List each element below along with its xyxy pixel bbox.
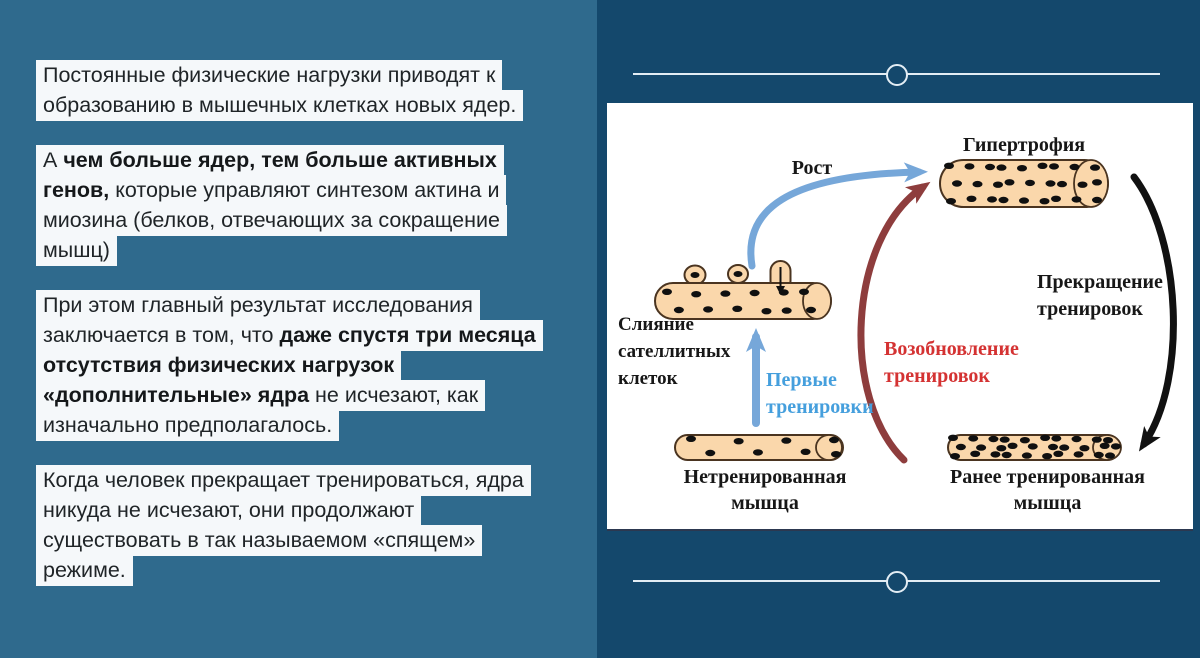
label-line: мышца — [1013, 492, 1082, 514]
muscle-satellite-cap — [803, 283, 831, 319]
muscle-hypertrophied-nucleus — [1057, 181, 1067, 187]
muscle-trained-nucleus — [990, 451, 1000, 457]
muscle-hypertrophied-nucleus — [1005, 179, 1015, 185]
muscle-trained-nucleus — [950, 453, 960, 459]
label-line: Ранее тренированная — [950, 466, 1145, 488]
muscle-untrained-nucleus — [831, 451, 841, 457]
muscle-trained-nucleus — [1008, 443, 1018, 449]
muscle-satellite-nucleus — [750, 290, 760, 296]
label-untrained-muscle — [655, 464, 875, 516]
muscle-trained-nucleus — [1051, 435, 1061, 441]
muscle-hypertrophied-nucleus — [1070, 164, 1080, 170]
label-line: тренировок — [884, 365, 990, 387]
label-line: Прекращение — [1037, 271, 1163, 293]
muscle-hypertrophied-nucleus — [1092, 197, 1102, 203]
muscle-hypertrophied-nucleus — [1078, 182, 1088, 188]
muscle-untrained-nucleus — [734, 438, 744, 444]
muscle-trained-nucleus — [1092, 436, 1102, 442]
muscle-hypertrophied-nucleus — [952, 180, 962, 186]
muscle-trained-nucleus — [1028, 443, 1038, 449]
muscle-hypertrophied-nucleus — [1092, 179, 1102, 185]
muscle-trained-nucleus — [988, 436, 998, 442]
muscle-hypertrophied-nucleus — [985, 164, 995, 170]
label-satellite-fusion — [618, 311, 730, 392]
muscle-untrained-nucleus — [705, 450, 715, 456]
label-growth: Рост — [791, 157, 833, 179]
muscle-hypertrophied-nucleus — [944, 163, 954, 169]
muscle-untrained-nucleus — [686, 436, 696, 442]
muscle-trained-nucleus — [956, 444, 966, 450]
paragraph-new-nuclei: Постоянные физические нагрузки приводят к образованию в мышечных клетках новых ядер. — [36, 60, 557, 120]
label-line: Слияние — [618, 314, 694, 335]
muscle-satellite-nucleus — [806, 307, 816, 313]
muscle-trained-nucleus — [1002, 452, 1012, 458]
label-line: тренировки — [766, 396, 874, 418]
muscle-hypertrophied-nucleus — [1019, 197, 1029, 203]
muscle-hypertrophied-nucleus — [1072, 196, 1082, 202]
muscle-trained-nucleus — [1048, 444, 1058, 450]
muscle-hypertrophied-nucleus — [993, 182, 1003, 188]
label-line: Первые — [766, 369, 837, 391]
muscle-hypertrophied-nucleus — [997, 164, 1007, 170]
muscle-hypertrophied-nucleus — [1025, 180, 1035, 186]
muscle-trained-nucleus — [1000, 436, 1010, 442]
muscle-trained-nucleus — [1020, 437, 1030, 443]
label-line: сателлитных — [618, 341, 731, 362]
muscle-satellite-nucleus — [691, 291, 701, 297]
label-hypertrophy: Гипертрофия — [962, 134, 1086, 156]
muscle-trained-nucleus — [948, 435, 958, 441]
satellite-cell-nucleus — [734, 271, 743, 277]
muscle-trained-nucleus — [1074, 451, 1084, 457]
label-resume-training — [884, 336, 1019, 390]
muscle-hypertrophied-nucleus — [987, 196, 997, 202]
label-line: клеток — [618, 368, 678, 389]
muscle-hypertrophied-nucleus — [1049, 163, 1059, 169]
muscle-trained-nucleus — [1072, 436, 1082, 442]
muscle-hypertrophied-nucleus — [999, 197, 1009, 203]
label-line: Нетренированная — [683, 466, 847, 488]
muscle-trained-nucleus — [976, 444, 986, 450]
muscle-trained-nucleus — [970, 451, 980, 457]
muscle-untrained-nucleus — [781, 437, 791, 443]
muscle-untrained-nucleus — [829, 437, 839, 443]
muscle-satellite-nucleus — [761, 308, 771, 314]
muscle-hypertrophied-nucleus — [1017, 165, 1027, 171]
label-line: мышца — [731, 492, 799, 514]
paragraph-sleep-mode: Когда человек прекращает тренироваться, ядра никуда не исчезают, они продолжают существовать в так называемом «спящем» режиме. — [36, 465, 557, 585]
label-first-training — [766, 367, 874, 421]
satellite-cell-nucleus — [691, 272, 700, 278]
muscle-trained-nucleus — [1053, 451, 1063, 457]
muscle-trained-nucleus — [1094, 452, 1104, 458]
muscle-satellite-nucleus — [720, 290, 730, 296]
muscle-trained-nucleus — [1059, 444, 1069, 450]
muscle-hypertrophied-nucleus — [973, 181, 983, 187]
divider-circle-top-icon — [886, 64, 908, 86]
muscle-untrained-nucleus — [801, 449, 811, 455]
text-block — [36, 60, 557, 610]
muscle-trained-nucleus — [968, 435, 978, 441]
label-line: тренировок — [1037, 298, 1143, 320]
muscle-trained-nucleus — [996, 445, 1006, 451]
muscle-hypertrophied-nucleus — [1090, 164, 1100, 170]
muscle-untrained-nucleus — [753, 449, 763, 455]
muscle-trained-nucleus — [1100, 443, 1110, 449]
label-trained-muscle — [925, 464, 1170, 516]
label-stop-training — [1037, 269, 1163, 323]
divider-circle-bottom-icon — [886, 571, 908, 593]
paragraph-more-genes: А чем больше ядер, тем больше активных генов, которые управляют синтезом актина и миозина (белков, отвечающих за сокращение мышц) — [36, 145, 557, 265]
muscle-hypertrophied-nucleus — [965, 163, 975, 169]
muscle-satellite-nucleus — [732, 306, 742, 312]
muscle-hypertrophied-nucleus — [1040, 198, 1050, 204]
muscle-trained-nucleus — [1079, 445, 1089, 451]
muscle-hypertrophied-nucleus — [1051, 196, 1061, 202]
muscle-trained-nucleus — [1022, 452, 1032, 458]
muscle-hypertrophied-nucleus — [1046, 180, 1056, 186]
muscle-hypertrophied-nucleus — [967, 196, 977, 202]
muscle-satellite-nucleus — [662, 289, 672, 295]
muscle-satellite-nucleus — [799, 289, 809, 295]
muscle-satellite-nucleus — [782, 307, 792, 313]
paragraph-main-result: При этом главный результат исследования заключается в том, что даже спустя три месяца отсутствия физических нагрузок «дополнительные» ядра не исчезают, как изначально предполагалось. — [36, 290, 557, 440]
muscle-trained-nucleus — [1105, 452, 1115, 458]
label-line: Возобновление — [884, 338, 1019, 360]
muscle-hypertrophied-nucleus — [946, 198, 956, 204]
muscle-hypertrophied-nucleus — [1038, 163, 1048, 169]
muscle-trained-nucleus — [1103, 437, 1113, 443]
muscle-trained-nucleus — [1040, 435, 1050, 441]
muscle-trained-nucleus — [1042, 453, 1052, 459]
diagram-card — [607, 103, 1193, 531]
muscle-trained-nucleus — [1111, 443, 1121, 449]
